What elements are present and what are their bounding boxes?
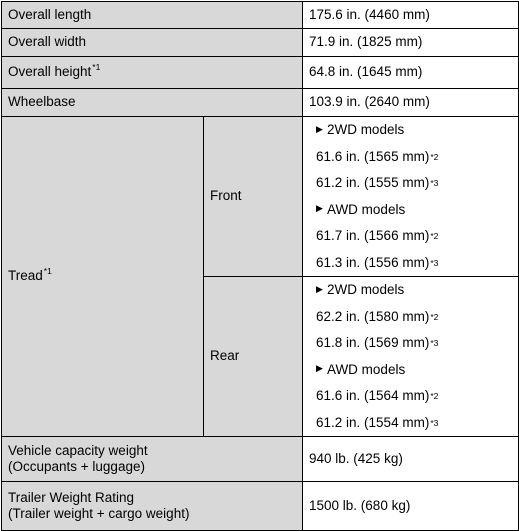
table-row (2, 57, 519, 89)
overall-length-value: 175.6 in. (4460 mm) (303, 2, 519, 29)
list-item: 61.6 in. (1565 mm) *2 (316, 148, 439, 164)
list-item: ▶ AWD models (316, 201, 406, 217)
specifications-table (1, 1, 519, 531)
table-row (2, 117, 519, 277)
tread-rear-label: Rear (204, 277, 303, 437)
trailer-weight-rating-value: 1500 lb. (680 kg) (303, 482, 519, 531)
footnote-marker: *1 (92, 62, 101, 73)
tread-front-values (303, 117, 519, 277)
list-item: ▶ AWD models (316, 361, 406, 377)
tread-front-label: Front (204, 117, 303, 277)
tread-rear-values (303, 277, 519, 437)
wheelbase-value: 103.9 in. (2640 mm) (303, 89, 519, 117)
overall-height-value: 64.8 in. (1645 mm) (303, 57, 519, 89)
table-row (2, 437, 519, 482)
table-row (2, 2, 519, 29)
triangle-right-icon: ▶ (316, 363, 323, 374)
list-item: ▶ 2WD models (316, 282, 405, 298)
list-item: 62.2 in. (1580 mm) *2 (316, 308, 439, 324)
table-row (2, 29, 519, 57)
vehicle-capacity-weight-label: Vehicle capacity weight (Occupants + luggage) (2, 437, 303, 482)
vehicle-capacity-weight-value: 940 lb. (425 kg) (303, 437, 519, 482)
overall-width-value: 71.9 in. (1825 mm) (303, 29, 519, 57)
overall-height-label: Overall height (8, 64, 92, 80)
list-item: 61.8 in. (1569 mm) *3 (316, 335, 439, 351)
list-item: 61.2 in. (1555 mm) *3 (316, 175, 439, 191)
trailer-weight-rating-label: Trailer Weight Rating (Trailer weight + cargo weight) (2, 482, 303, 531)
footnote-marker: *1 (43, 266, 52, 277)
tread-label-cell (2, 117, 204, 437)
list-item: ▶ 2WD models (316, 122, 405, 138)
list-item: 61.6 in. (1564 mm) *2 (316, 388, 439, 404)
triangle-right-icon: ▶ (316, 123, 323, 134)
triangle-right-icon: ▶ (316, 283, 323, 294)
table-row (2, 482, 519, 531)
tread-label: Tread (8, 268, 43, 284)
wheelbase-label: Wheelbase (2, 89, 303, 117)
list-item: 61.3 in. (1556 mm) *3 (316, 254, 439, 270)
list-item: 61.7 in. (1566 mm) *2 (316, 228, 439, 244)
list-item: 61.2 in. (1554 mm) *3 (316, 414, 439, 430)
overall-length-label: Overall length (2, 2, 303, 29)
table-row (2, 89, 519, 117)
overall-height-label-cell (2, 57, 303, 89)
overall-width-label: Overall width (2, 29, 303, 57)
triangle-right-icon: ▶ (316, 203, 323, 214)
